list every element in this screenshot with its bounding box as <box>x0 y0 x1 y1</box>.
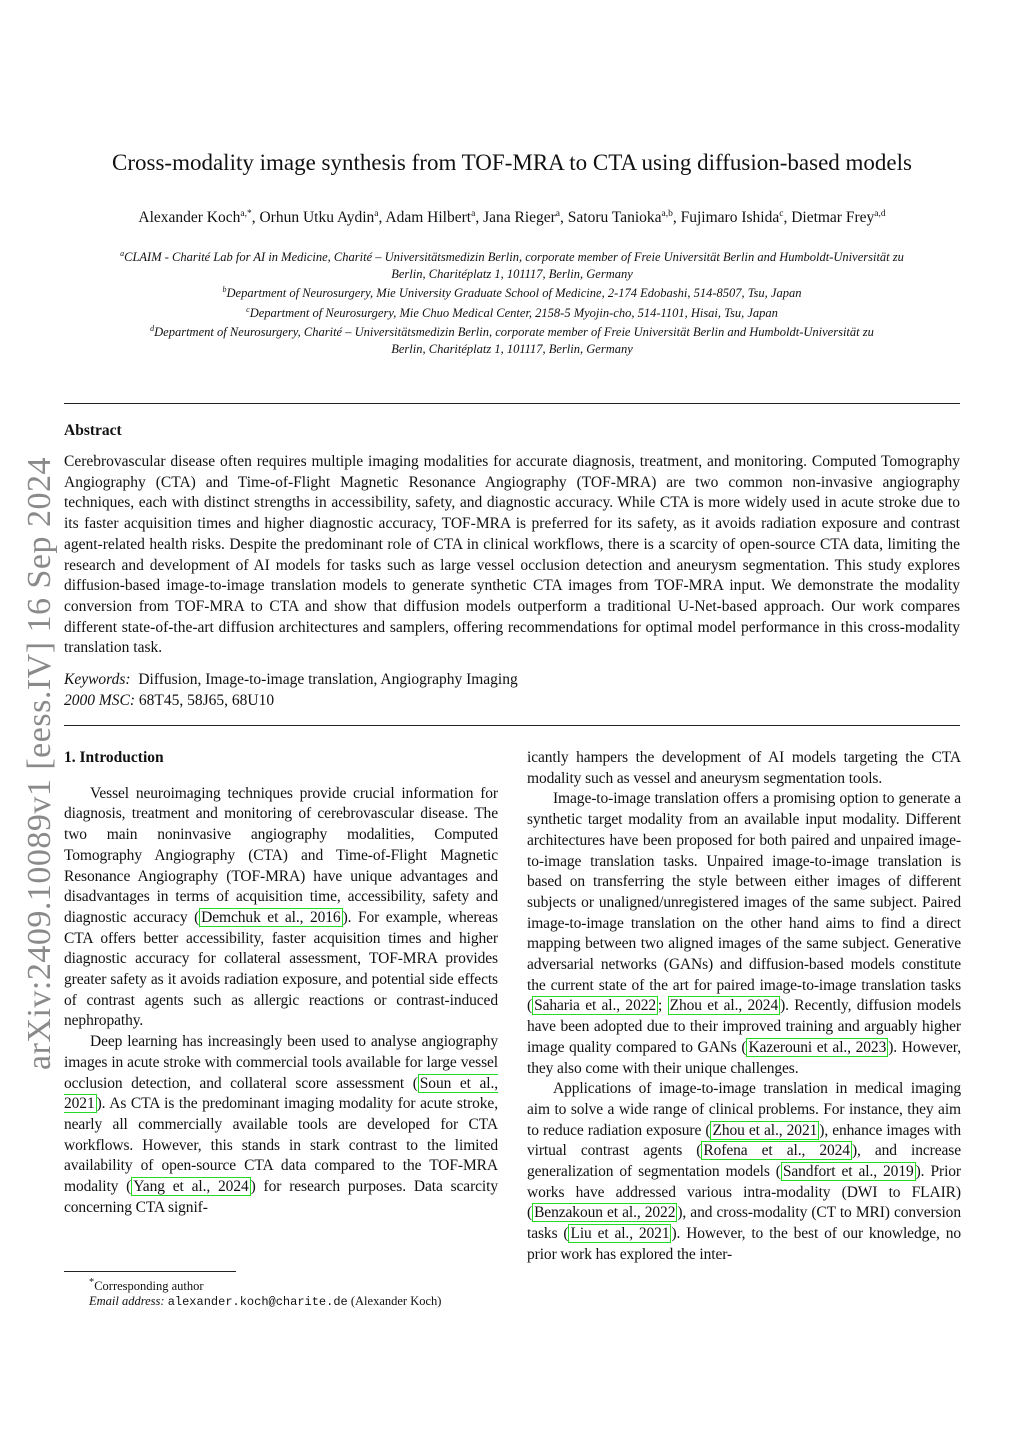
bottom-rule <box>64 725 960 726</box>
affiliation-c <box>40 302 984 322</box>
footnote-marker: * <box>89 1277 95 1288</box>
paragraph <box>527 1079 961 1265</box>
paragraph-text: Applications of image-to-image translation in medical imaging aim to solve a wide range of clinical problems. For instance, they aim to reduce radiation exposure ( <box>527 1080 961 1139</box>
citation-link[interactable]: Soun et al., 2021 <box>64 1074 499 1113</box>
affiliation-d <box>40 321 984 341</box>
right-paragraphs <box>527 748 961 1266</box>
author-list: Alexander Koch$^{a,*}$, Orhun Utku Aydin$^a$, Adam Hilbert$^a$, Jana Rieger$^a$, Satoru Tanioka$^{a,b}$, Fujimaro Ishida$^c$, Dietmar Frey$^{a,d}$ <box>138 209 886 227</box>
paragraph-text: ), enhance images with virtual contrast agents ( <box>527 1121 961 1160</box>
keywords-line <box>64 671 960 689</box>
citation-link[interactable]: Saharia et al., 2022 <box>534 997 657 1015</box>
email-owner: (Alexander Koch) <box>350 1294 442 1308</box>
author-affiliation-marker: c <box>779 209 784 219</box>
affiliation-a-line2: Berlin, Charitéplatz 1, 101117, Berlin, Germany <box>391 266 633 281</box>
affiliation-d-line2: Berlin, Charitéplatz 1, 101117, Berlin, Germany <box>391 341 633 356</box>
affiliation-text: Department of Neurosurgery, Mie Chuo Medical Center, 2158-5 Myojin-cho, 514-1101, Hisai, Tsu, Japan <box>249 305 778 320</box>
paragraph-text: Image-to-image translation offers a promising option to generate a synthetic target modality from an available input modality. Different architectures have been proposed for both paired and unpaired image-to-image translation tasks. Unpaired image-to-image translation is based on transferring the style between either images of different subjects or unaligned/unregistered images of the same subject. Paired image-to-image translation on the other hand aims to find a direct mapping between two aligned images of the same subject. Generative adversarial networks (GANs) and diffusion-based models constitute the current state of the art for paired image-to-image translation tasks ( <box>527 790 961 1015</box>
footnote-corresponding <box>64 1277 529 1294</box>
affiliation-label: c <box>246 304 250 314</box>
abstract-heading: Abstract <box>64 422 122 439</box>
citation-link[interactable]: Kazerouni et al., 2023 <box>748 1038 887 1056</box>
affiliation-label: a <box>120 249 125 258</box>
top-rule <box>64 403 960 404</box>
abstract-text: Cerebrovascular disease often requires multiple imaging modalities for accurate diagnosis, treatment, and monitoring. Computed Tomography Angiography (CTA) and Time-of-Flight Magnetic Resonance Angiography (TOF-MRA) are two common non-invasive angiography techniques, each with distinct strengths in accessibility, safety, and diagnostic accuracy. While CTA is more widely used in acute stroke due to its faster acquisition times and higher diagnostic accuracy, TOF-MRA is preferred for its safety, as it avoids radiation exposure and contrast agent-related health risks. Despite the predominant role of CTA in clinical workflows, there is a scarcity of open-source CTA data, limiting the research and development of AI models for tasks such as large vessel occlusion detection and aneurysm segmentation. This study explores diffusion-based image-to-image translation models to generate synthetic CTA images from TOF-MRA input. We demonstrate the modality conversion from TOF-MRA to CTA and show that diffusion models outperform a traditional U-Net-based approach. Our work compares different state-of-the-art diffusion architectures and samplers, offering recommendations for optimal model performance in this cross-modality translation task. <box>64 453 960 657</box>
affiliation-b <box>40 282 984 302</box>
right-column <box>527 748 961 1266</box>
paragraph-text: ). As CTA is the predominant imaging modality for acute stroke, nearly all commercially available tools are developed for CTA workflows. However, this stands in stark contrast to the limited availability of open-source CTA data compared to the TOF-MRA modality ( <box>64 1095 498 1196</box>
section-heading-introduction: 1. Introduction <box>64 749 164 766</box>
author-affiliation-marker: a <box>555 209 561 219</box>
author-affiliation-marker: a <box>374 209 379 219</box>
arxiv-stamp: arXiv:2409.10089v1 [eess.IV] 16 Sep 2024 <box>21 456 58 1070</box>
author-affiliation-marker: a,b <box>661 209 673 219</box>
affiliation-list <box>40 246 984 357</box>
citation-link[interactable]: Yang et al., 2024 <box>133 1178 249 1196</box>
citation-link[interactable]: Benzakoun et al., 2022 <box>534 1204 676 1222</box>
paragraph-text: ). For example, whereas CTA offers better accessibility, faster acquisition times and higher diagnostic accuracy for collateral assessment, TOF-MRA provides greater safety as it avoids radiation exposure, and potential side effects of contrast agents such as allergic reactions or contrast-induced nephropathy. <box>64 908 498 1030</box>
paragraph-text: ) for research purposes. Data scarcity concerning CTA signif- <box>64 1178 498 1216</box>
paragraph-text: ). Prior works have addressed various intra-modality (DWI to FLAIR) ( <box>527 1163 961 1222</box>
email-label: Email address: <box>89 1294 165 1308</box>
affiliation-text: Department of Neurosurgery, Mie University Graduate School of Medicine, 2-174 Edobashi, 514-8507, Tsu, Japan <box>226 286 802 301</box>
paper-title: Cross-modality image synthesis from TOF-MRA to CTA using diffusion-based models <box>112 150 912 175</box>
paragraph-text: icantly hampers the development of AI models targeting the CTA modality such as vessel and aneurysm segmentation tools. <box>527 749 961 787</box>
affiliation-label: b <box>222 284 227 294</box>
paragraph-text: Vessel neuroimaging techniques provide crucial information for diagnosis, treatment and monitoring of cerebrovascular disease. The two main noninvasive angiography modalities, Computed Tomography Angiography (CTA) and Time-of-Flight Magnetic Resonance Angiography (TOF-MRA) have unique advantages and disadvantages in terms of acquisition time, accessibility, safety and diagnostic accuracy ( <box>64 784 498 926</box>
paragraph-text: ; <box>658 997 668 1015</box>
email-link[interactable]: alexander.koch@charite.de <box>167 1295 348 1309</box>
footnote-corresponding-text: Corresponding author <box>94 1279 204 1294</box>
citation-link[interactable]: Rofena et al., 2024 <box>703 1142 850 1160</box>
paragraph <box>64 1032 498 1218</box>
citation-link[interactable]: Liu et al., 2021 <box>570 1225 670 1243</box>
affiliation-a <box>40 246 984 266</box>
author-affiliation-marker: a <box>471 209 476 219</box>
paragraph <box>64 784 498 1032</box>
citation-link[interactable]: Sandfort et al., 2019 <box>782 1163 914 1181</box>
citation-link[interactable]: Zhou et al., 2021 <box>712 1121 818 1139</box>
author-name: Dietmar Frey <box>791 209 875 227</box>
author-name: Orhun Utku Aydin <box>259 209 375 227</box>
author-name: Alexander Koch <box>138 209 241 227</box>
keywords-label: Keywords: <box>64 671 131 688</box>
msc-label: 2000 MSC: <box>64 692 136 709</box>
author-affiliation-marker: a,d <box>874 209 886 219</box>
author-name: Adam Hilbert <box>385 209 472 227</box>
left-paragraphs <box>64 784 498 1219</box>
footnote-rule <box>64 1271 236 1272</box>
paragraph-text: ), and increase generalization of segmentation models ( <box>527 1142 962 1181</box>
msc-line <box>64 692 960 710</box>
affiliation-text: CLAIM - Charité Lab for AI in Medicine, Charité – Universitätsmedizin Berlin, corporate member of Freie Universität Berlin and Humboldt-Universität zu <box>124 250 904 265</box>
paragraph <box>527 748 961 789</box>
paragraph <box>527 789 961 1079</box>
paragraph-text: ). However, they also come with their unique challenges. <box>527 1038 961 1077</box>
citation-link[interactable]: Zhou et al., 2024 <box>669 997 779 1015</box>
paragraph-text: ). However, to the best of our knowledge, no prior work has explored the inter- <box>527 1225 961 1263</box>
paragraph-text: ). Recently, diffusion models have been adopted due to their improved training and arguably higher image quality compared to GANs ( <box>527 997 962 1056</box>
msc-text: 68T45, 58J65, 68U10 <box>138 692 275 709</box>
paragraph-text: Deep learning has increasingly been used to analyse angiography images in acute stroke with commercial tools available for large vessel occlusion detection, and collateral score assessment ( <box>64 1033 498 1092</box>
author-affiliation-marker: a,* <box>240 209 252 219</box>
author-name: Satoru Tanioka <box>567 209 662 227</box>
citation-link[interactable]: Demchuk et al., 2016 <box>201 908 341 926</box>
footnote-email <box>64 1294 529 1309</box>
affiliation-text: Department of Neurosurgery, Charité – Universitätsmedizin Berlin, corporate member of Freie Universität Berlin and Humboldt-Universität zu <box>154 325 874 340</box>
author-name: Fujimaro Ishida <box>680 209 780 227</box>
paragraph-text: ), and cross-modality (CT to MRI) conversion tasks ( <box>527 1204 961 1243</box>
author-name: Jana Rieger <box>483 209 556 227</box>
left-column <box>64 748 498 1218</box>
keywords-text: Diffusion, Image-to-image translation, Angiography Imaging <box>138 671 518 688</box>
affiliation-label: d <box>150 324 155 334</box>
